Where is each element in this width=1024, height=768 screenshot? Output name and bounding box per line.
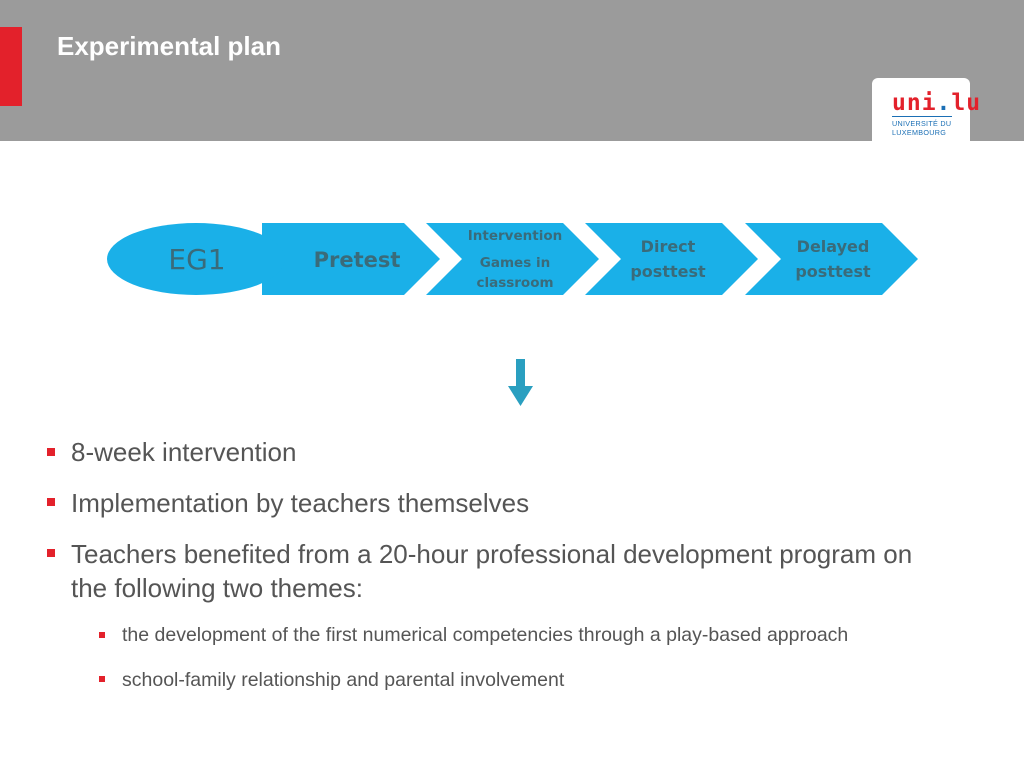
flow-label-intervention: Intervention: [467, 228, 563, 244]
sub-bullet-item: the development of the first numerical competencies through a play-based approach: [122, 624, 849, 646]
bullet-item: 8-week intervention: [71, 437, 297, 467]
sub-bullet-item: school-family relationship and parental involvement: [122, 669, 565, 691]
flow-step-direct-posttest: [585, 223, 758, 295]
flow-label-delayed: Delayed: [796, 237, 870, 256]
logo-subtitle: UNIVERSITÉ DU LUXEMBOURG: [892, 119, 952, 137]
flow-label-games: Games in: [479, 255, 551, 271]
bullet-line: Teachers benefited from a 20-hour professional development program on: [71, 539, 913, 569]
flow-label-direct: Direct: [640, 237, 696, 256]
flow-step-delayed-posttest: [745, 223, 918, 295]
slide-title: Experimental plan: [57, 31, 281, 61]
bullet-item: Implementation by teachers themselves: [71, 488, 530, 518]
flow-group-label: EG1: [168, 243, 226, 276]
flow-label-direct-posttest: posttest: [630, 262, 706, 281]
bullet-item: [71, 537, 912, 605]
bullet-marker-icon: [47, 498, 55, 506]
flow-label-delayed-posttest: posttest: [795, 262, 871, 281]
sub-bullet-marker-icon: [99, 676, 105, 682]
bullet-marker-icon: [47, 549, 55, 557]
sub-bullet-marker-icon: [99, 632, 105, 638]
flow-label-classroom: classroom: [476, 275, 554, 291]
flow-label-pretest: Pretest: [313, 248, 401, 272]
bullet-line: the following two themes:: [71, 573, 363, 603]
bullet-marker-icon: [47, 448, 55, 456]
arrow-down-icon: [508, 359, 533, 406]
logo-mark: uni.lu: [892, 90, 982, 116]
